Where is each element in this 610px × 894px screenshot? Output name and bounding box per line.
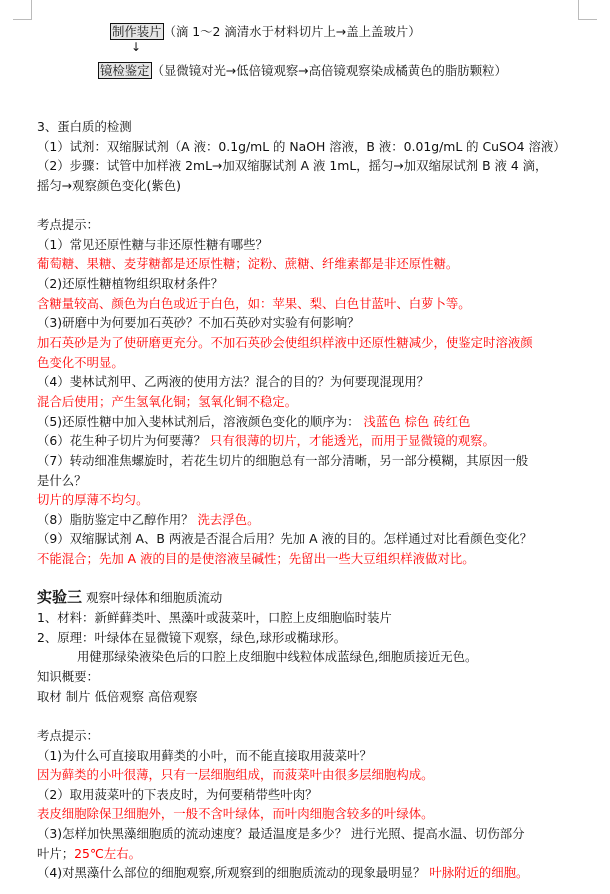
text-line: [37, 431, 577, 451]
blank-line: [37, 706, 577, 726]
text-line: [37, 687, 577, 707]
text-line: [37, 588, 577, 608]
question-text: 摇匀→观察颜色变化(紫色): [37, 177, 181, 193]
text-line: [37, 471, 577, 491]
text-line: [37, 824, 577, 844]
question-text: 考点提示：: [37, 217, 99, 233]
text-line: [37, 746, 577, 766]
text-line: [37, 392, 577, 412]
answer-text: 色变化不明显。: [37, 354, 124, 370]
answer-text: 浅蓝色 棕色 砖红色: [363, 413, 471, 429]
text-line: [37, 529, 577, 549]
question-text: 是什么？: [37, 472, 87, 488]
question-text: （2)还原性糖植物组织取材条件？: [37, 276, 224, 292]
text-line: [37, 156, 577, 176]
page-corner-mark: [578, 0, 597, 20]
question-text: 用健那绿染液染色后的口腔上皮细胞中线粒体成蓝绿色,细胞质接近无色。: [77, 649, 478, 665]
question-text: 叶片；: [37, 845, 75, 861]
question-text: （6）花生种子切片为何要薄？: [37, 433, 210, 449]
answer-text: 葡萄糖、果糖、麦芽糖都是还原性糖；淀粉、蔗糖、纤维素都是非还原性糖。: [37, 256, 459, 272]
answer-text: 含糖量较高、颜色为白色或近于白色，如：苹果、梨、白色甘蓝叶、白萝卜等。: [37, 295, 471, 311]
text-line: [37, 863, 577, 883]
answer-text: 不能混合；先加 A 液的目的是使溶液呈碱性；先留出一些大豆组织样液做对比。: [37, 551, 475, 567]
text-line: [37, 667, 577, 687]
question-text: （4)对黑藻什么部位的细胞观察,所观察到的细胞质流动的现象最明显？: [37, 865, 430, 881]
text-line: [37, 313, 577, 333]
text-line: [37, 510, 577, 530]
text-line: [37, 608, 577, 628]
text-line: [37, 765, 577, 785]
answer-text: 叶脉附近的细胞。: [429, 865, 529, 881]
answer-text: 表皮细胞除保卫细胞外，一般不含叶绿体，而叶肉细胞含较多的叶绿体。: [37, 806, 434, 822]
text-line: [37, 333, 577, 353]
down-arrow-icon: ↓: [131, 40, 142, 54]
step-box-make-slide: 制作装片: [112, 24, 162, 39]
text-line: [37, 117, 577, 137]
answer-text: 只有很薄的切片，才能透光，而用于显微镜的观察。: [209, 433, 495, 449]
question-text: （9）双缩脲试剂 A、B 两液是否混合后用？先加 A 液的目的。怎样通过对比看颜色变化？: [37, 531, 533, 547]
text-line: [37, 254, 577, 274]
section-heading: 实验三: [37, 588, 83, 607]
text-line: [37, 412, 577, 432]
question-text: （7）转动细准焦螺旋时，若花生切片的细胞总有一部分清晰，另一部分模糊，其原因一般: [37, 452, 529, 468]
text-line: [37, 235, 577, 255]
question-text: 取材 制片 低倍观察 高倍观察: [37, 688, 198, 704]
text-line: [37, 785, 577, 805]
text-line: [37, 137, 577, 157]
text-line: [37, 804, 577, 824]
step-box-microscope-check: 镜检鉴定: [100, 62, 150, 78]
text-line: [37, 451, 577, 471]
answer-text: 切片的厚薄不均匀。: [37, 492, 149, 508]
question-text: （8）脂肪鉴定中乙醇作用？: [37, 511, 198, 527]
text-line: [37, 294, 577, 314]
question-text: （1）试剂：双缩脲试剂（A 液：0.1g/mL 的 NaOH 溶液，B 液：0.01g/mL 的 CuSO4 溶液）: [37, 138, 566, 154]
answer-text: 因为藓类的小叶很薄，只有一层细胞组成，而菠菜叶由很多层细胞构成。: [37, 767, 434, 783]
question-text: （5)还原性糖中加入斐林试剂后，溶液颜色变化的顺序为：: [37, 413, 364, 429]
text-line: [37, 490, 577, 510]
step-description: （滴 1～2 滴清水于材料切片上→盖上盖玻片）: [163, 24, 421, 39]
question-text: （3)怎样加快黑藻细胞质的流动速度？最适温度是多少？ 进行光照、提高水温、切伤部分: [37, 826, 525, 842]
text-line: [37, 549, 577, 569]
text-line: [37, 726, 577, 746]
document-body: [37, 117, 577, 883]
blank-line: [37, 569, 577, 589]
step-description: （显微镜对光→低倍镜观察→高倍镜观察染成橘黄色的脂肪颗粒）: [151, 62, 507, 78]
question-text: （1)为什么可直接取用藓类的小叶，而不能直接取用菠菜叶？: [37, 747, 372, 763]
text-line: [37, 628, 577, 648]
blank-line: [37, 196, 577, 216]
question-text: 考点提示：: [37, 727, 99, 743]
procedure-flowchart: [37, 22, 507, 80]
question-text: （2）取用菠菜叶的下表皮时，为何要稍带些叶肉？: [37, 786, 318, 802]
question-text: 2、原理：叶绿体在显微镜下观察，绿色,球形或椭球形。: [37, 629, 347, 645]
text-line: [37, 215, 577, 235]
answer-text: 25℃左右。: [74, 845, 142, 861]
text-line: [37, 274, 577, 294]
text-line: [37, 372, 577, 392]
page-corner-mark: [13, 0, 32, 20]
text-line: [37, 353, 577, 373]
question-text: （1）常见还原性糖与非还原性糖有哪些？: [37, 236, 268, 252]
answer-text: 洗去浮色。: [197, 511, 260, 527]
text-line: [37, 647, 577, 667]
question-text: 知识概要：: [37, 668, 99, 684]
text-line: [37, 176, 577, 196]
question-text: 观察叶绿体和细胞质流动: [82, 590, 223, 606]
question-text: 1、材料：新鲜藓类叶、黑藻叶或菠菜叶，口腔上皮细胞临时装片: [37, 610, 392, 626]
question-text: （3)研磨中为何要加石英砂？不加石英砂对实验有何影响？: [37, 315, 360, 331]
answer-text: 加石英砂是为了使研磨更充分。不加石英砂会使组织样液中还原性糖减少，使鉴定时溶液颜: [37, 335, 533, 351]
question-text: （4）斐林试剂甲、乙两液的使用方法？混合的目的？为何要现混现用？: [37, 374, 429, 390]
text-line: [37, 844, 577, 864]
answer-text: 混合后使用；产生氢氧化铜；氢氧化铜不稳定。: [37, 393, 298, 409]
question-text: 3、蛋白质的检测: [37, 119, 132, 134]
question-text: （2）步骤：试管中加样液 2mL→加双缩脲试剂 A 液 1mL，摇匀→加双缩尿试剂 B 液 4 滴，: [37, 158, 548, 174]
